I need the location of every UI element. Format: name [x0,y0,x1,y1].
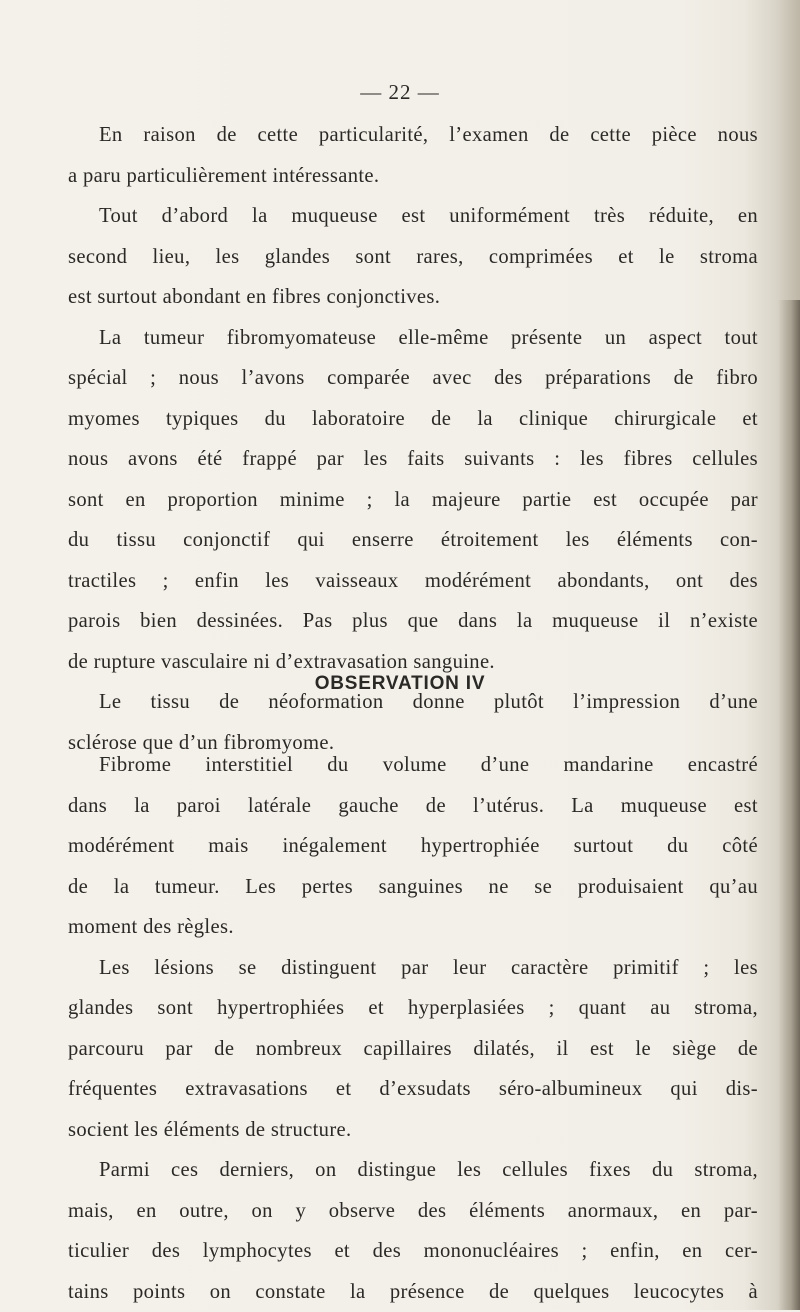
text-line: du tissu conjonctif qui enserre étroitement les éléments con- [68,520,758,561]
page-number: — 22 — [0,80,800,105]
text-line: myomes typiques du laboratoire de la clinique chirurgicale et [68,399,758,440]
text-line: En raison de cette particularité, l’examen de cette pièce nous [68,115,758,156]
text-line: socient les éléments de structure. [68,1110,758,1151]
text-line: tractiles ; enfin les vaisseaux modérément abondants, ont des [68,561,758,602]
text-line: sont en proportion minime ; la majeure partie est occupée par [68,480,758,521]
text-line: glandes sont hypertrophiées et hyperplasiées ; quant au stroma, [68,988,758,1029]
text-line: Tout d’abord la muqueuse est uniformément très réduite, en [68,196,758,237]
text-line: Le tissu de néoformation donne plutôt l’impression d’une [68,682,758,723]
text-line: Les lésions se distinguent par leur caractère primitif ; les [68,948,758,989]
text-line: Fibrome interstitiel du volume d’une mandarine encastré [68,745,758,786]
text-line: La tumeur fibromyomateuse elle-même présente un aspect tout [68,318,758,359]
text-line: spécial ; nous l’avons comparée avec des préparations de fibro [68,358,758,399]
paragraph-intro [68,115,758,763]
page-edge-shadow [778,300,800,1310]
text-line: tains points on constate la présence de quelques leucocytes à [68,1272,758,1312]
text-line: est surtout abondant en fibres conjonctives. [68,277,758,318]
text-line: de la tumeur. Les pertes sanguines ne se produisaient qu’au [68,867,758,908]
text-line: a paru particulièrement intéressante. [68,156,758,197]
text-line: ticulier des lymphocytes et des mononucléaires ; enfin, en cer- [68,1231,758,1272]
text-line: mais, en outre, on y observe des éléments anormaux, en par- [68,1191,758,1232]
text-line: parcouru par de nombreux capillaires dilatés, il est le siège de [68,1029,758,1070]
section-heading: OBSERVATION IV [0,673,800,695]
text-line: moment des règles. [68,907,758,948]
paragraph-observation [68,745,758,1312]
text-line: second lieu, les glandes sont rares, comprimées et le stroma [68,237,758,278]
text-line: Parmi ces derniers, on distingue les cellules fixes du stroma, [68,1150,758,1191]
text-line: fréquentes extravasations et d’exsudats séro-albumineux qui dis- [68,1069,758,1110]
text-line: de rupture vasculaire ni d’extravasation sanguine. [68,642,758,683]
text-line: sclérose que d’un fibromyome. [68,723,758,764]
text-line: parois bien dessinées. Pas plus que dans la muqueuse il n’existe [68,601,758,642]
text-line: dans la paroi latérale gauche de l’utérus. La muqueuse est [68,786,758,827]
text-line: nous avons été frappé par les faits suivants : les fibres cellules [68,439,758,480]
text-line: modérément mais inégalement hypertrophiée surtout du côté [68,826,758,867]
